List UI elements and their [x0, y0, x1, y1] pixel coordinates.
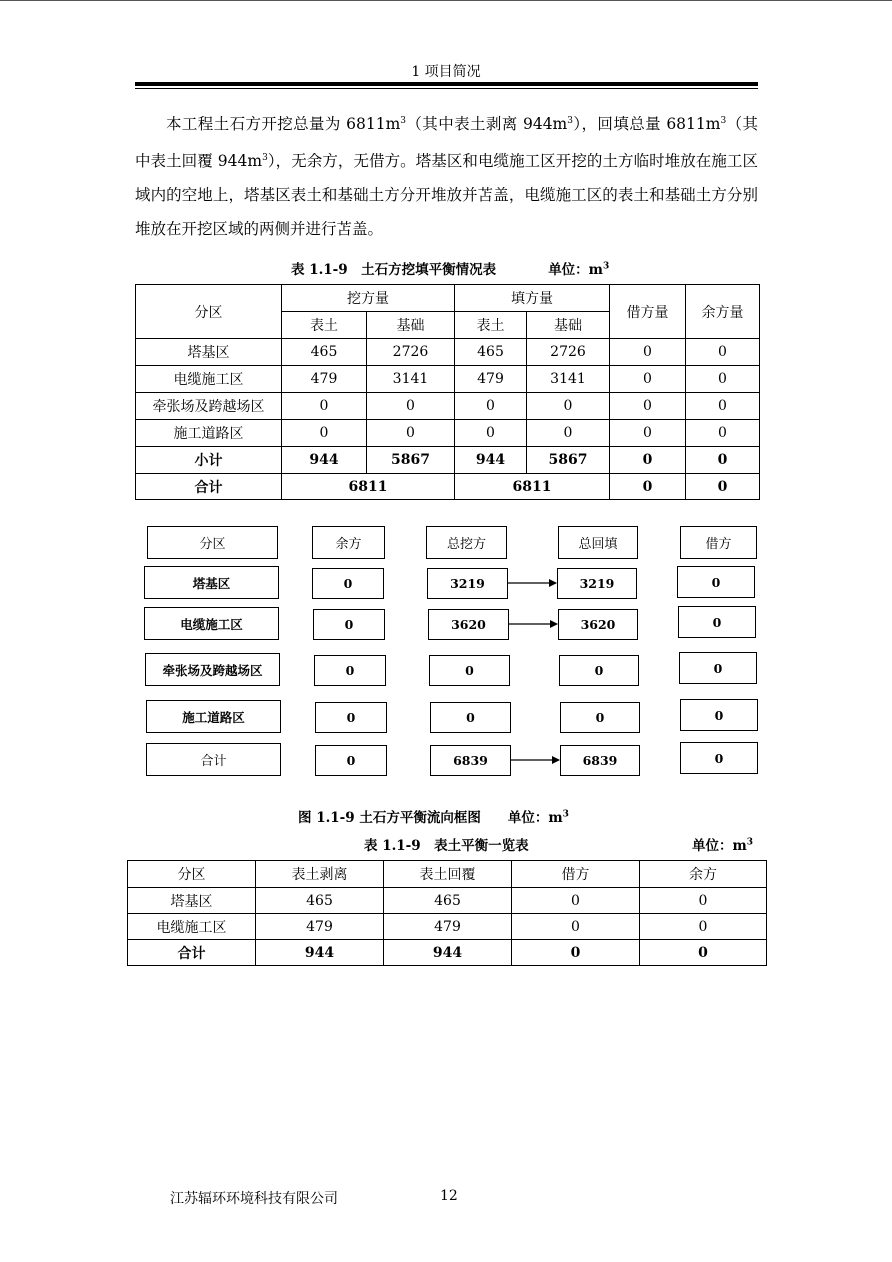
table-row: 牵张场及跨越场区 0 0 0 0 0 0 — [136, 393, 760, 420]
flow-surplus: 0 — [312, 568, 384, 599]
subtotal-row: 小计 944 5867 944 5867 0 0 — [136, 447, 760, 474]
flow-excavation: 0 — [429, 655, 510, 686]
flow-borrow: 0 — [680, 699, 758, 731]
flow-zone: 施工道路区 — [146, 700, 281, 733]
table2-unit: 单位：$m^3$ — [692, 837, 754, 854]
flow-head-zone: 分区 — [147, 526, 278, 559]
table-row: 电缆施工区 479 479 0 0 — [128, 914, 767, 940]
table-row: 塔基区 465 2726 465 2726 0 0 — [136, 339, 760, 366]
flow-fill: 6839 — [560, 745, 640, 776]
flow-zone: 塔基区 — [144, 566, 279, 599]
table2-caption: 表 1.1-9 表土平衡一览表 — [364, 838, 529, 854]
flow-excavation: 0 — [430, 702, 511, 733]
flow-surplus: 0 — [313, 609, 385, 640]
flow-head-excavation: 总挖方 — [426, 526, 507, 559]
table1-caption: 表 1.1-9 土石方挖填平衡情况表 单位：$m^3$ — [291, 261, 610, 278]
figure-caption: 图 1.1-9 土石方平衡流向框图 单位：$m^3$ — [298, 809, 569, 826]
intro-paragraph: 本工程土石方开挖总量为 $6811m^3$（其中表土剥离 $944m^3$），回填总量 $6811m^3$（其中表土回覆 $944m^3$），无余方，无借方。塔基区和电缆施工区开挖的土方临时堆放在施工区域内的空地上，塔基区表土和基础土方分开堆放并苫盖，电缆施工区的表土和基础土方分别堆放在开挖区域的两侧并进行苫盖。 — [135, 115, 758, 239]
flow-fill: 0 — [560, 702, 640, 733]
flow-head-surplus: 余方 — [312, 526, 385, 559]
flow-fill: 3219 — [557, 568, 637, 599]
th-surplus: 余方 — [640, 861, 767, 888]
flow-excavation: 3219 — [427, 568, 508, 599]
th-fi-topsoil: 表土 — [455, 312, 527, 339]
footer-company: 江苏辐环环境科技有限公司 — [170, 1191, 338, 1207]
th-excavation: 挖方量 — [282, 285, 455, 312]
flow-surplus: 0 — [314, 655, 386, 686]
th-ex-foundation: 基础 — [367, 312, 455, 339]
flow-head-fill: 总回填 — [558, 526, 638, 559]
running-header: 1 项目简况 — [411, 64, 481, 80]
th-fill: 填方量 — [455, 285, 610, 312]
th-surplus: 余方量 — [686, 285, 760, 339]
total-row: 合计 944 944 0 0 — [128, 940, 767, 966]
th-strip: 表土剥离 — [256, 861, 384, 888]
th-ex-topsoil: 表土 — [282, 312, 367, 339]
th-borrow: 借方量 — [610, 285, 686, 339]
page-number: 12 — [440, 1188, 458, 1204]
flow-borrow: 0 — [678, 606, 756, 638]
flow-head-borrow: 借方 — [680, 526, 757, 559]
flow-fill: 0 — [559, 655, 639, 686]
flow-zone-total: 合计 — [146, 743, 281, 776]
flow-borrow: 0 — [679, 652, 757, 684]
flow-excavation: 6839 — [430, 745, 511, 776]
th-cover: 表土回覆 — [384, 861, 512, 888]
flow-borrow: 0 — [680, 742, 758, 774]
total-row: 合计 6811 6811 0 0 — [136, 474, 760, 500]
flow-excavation: 3620 — [428, 609, 509, 640]
flow-zone: 牵张场及跨越场区 — [145, 653, 280, 686]
th-borrow: 借方 — [512, 861, 640, 888]
flow-borrow: 0 — [677, 566, 755, 598]
table-row: 施工道路区 0 0 0 0 0 0 — [136, 420, 760, 447]
topsoil-balance-table — [127, 860, 767, 966]
th-zone: 分区 — [128, 861, 256, 888]
flow-surplus: 0 — [315, 745, 387, 776]
flow-fill: 3620 — [558, 609, 638, 640]
th-fi-foundation: 基础 — [527, 312, 610, 339]
table-row: 电缆施工区 479 3141 479 3141 0 0 — [136, 366, 760, 393]
flow-surplus: 0 — [315, 702, 387, 733]
table-row: 塔基区 465 465 0 0 — [128, 888, 767, 914]
th-zone: 分区 — [136, 285, 282, 339]
flow-zone: 电缆施工区 — [144, 607, 279, 640]
